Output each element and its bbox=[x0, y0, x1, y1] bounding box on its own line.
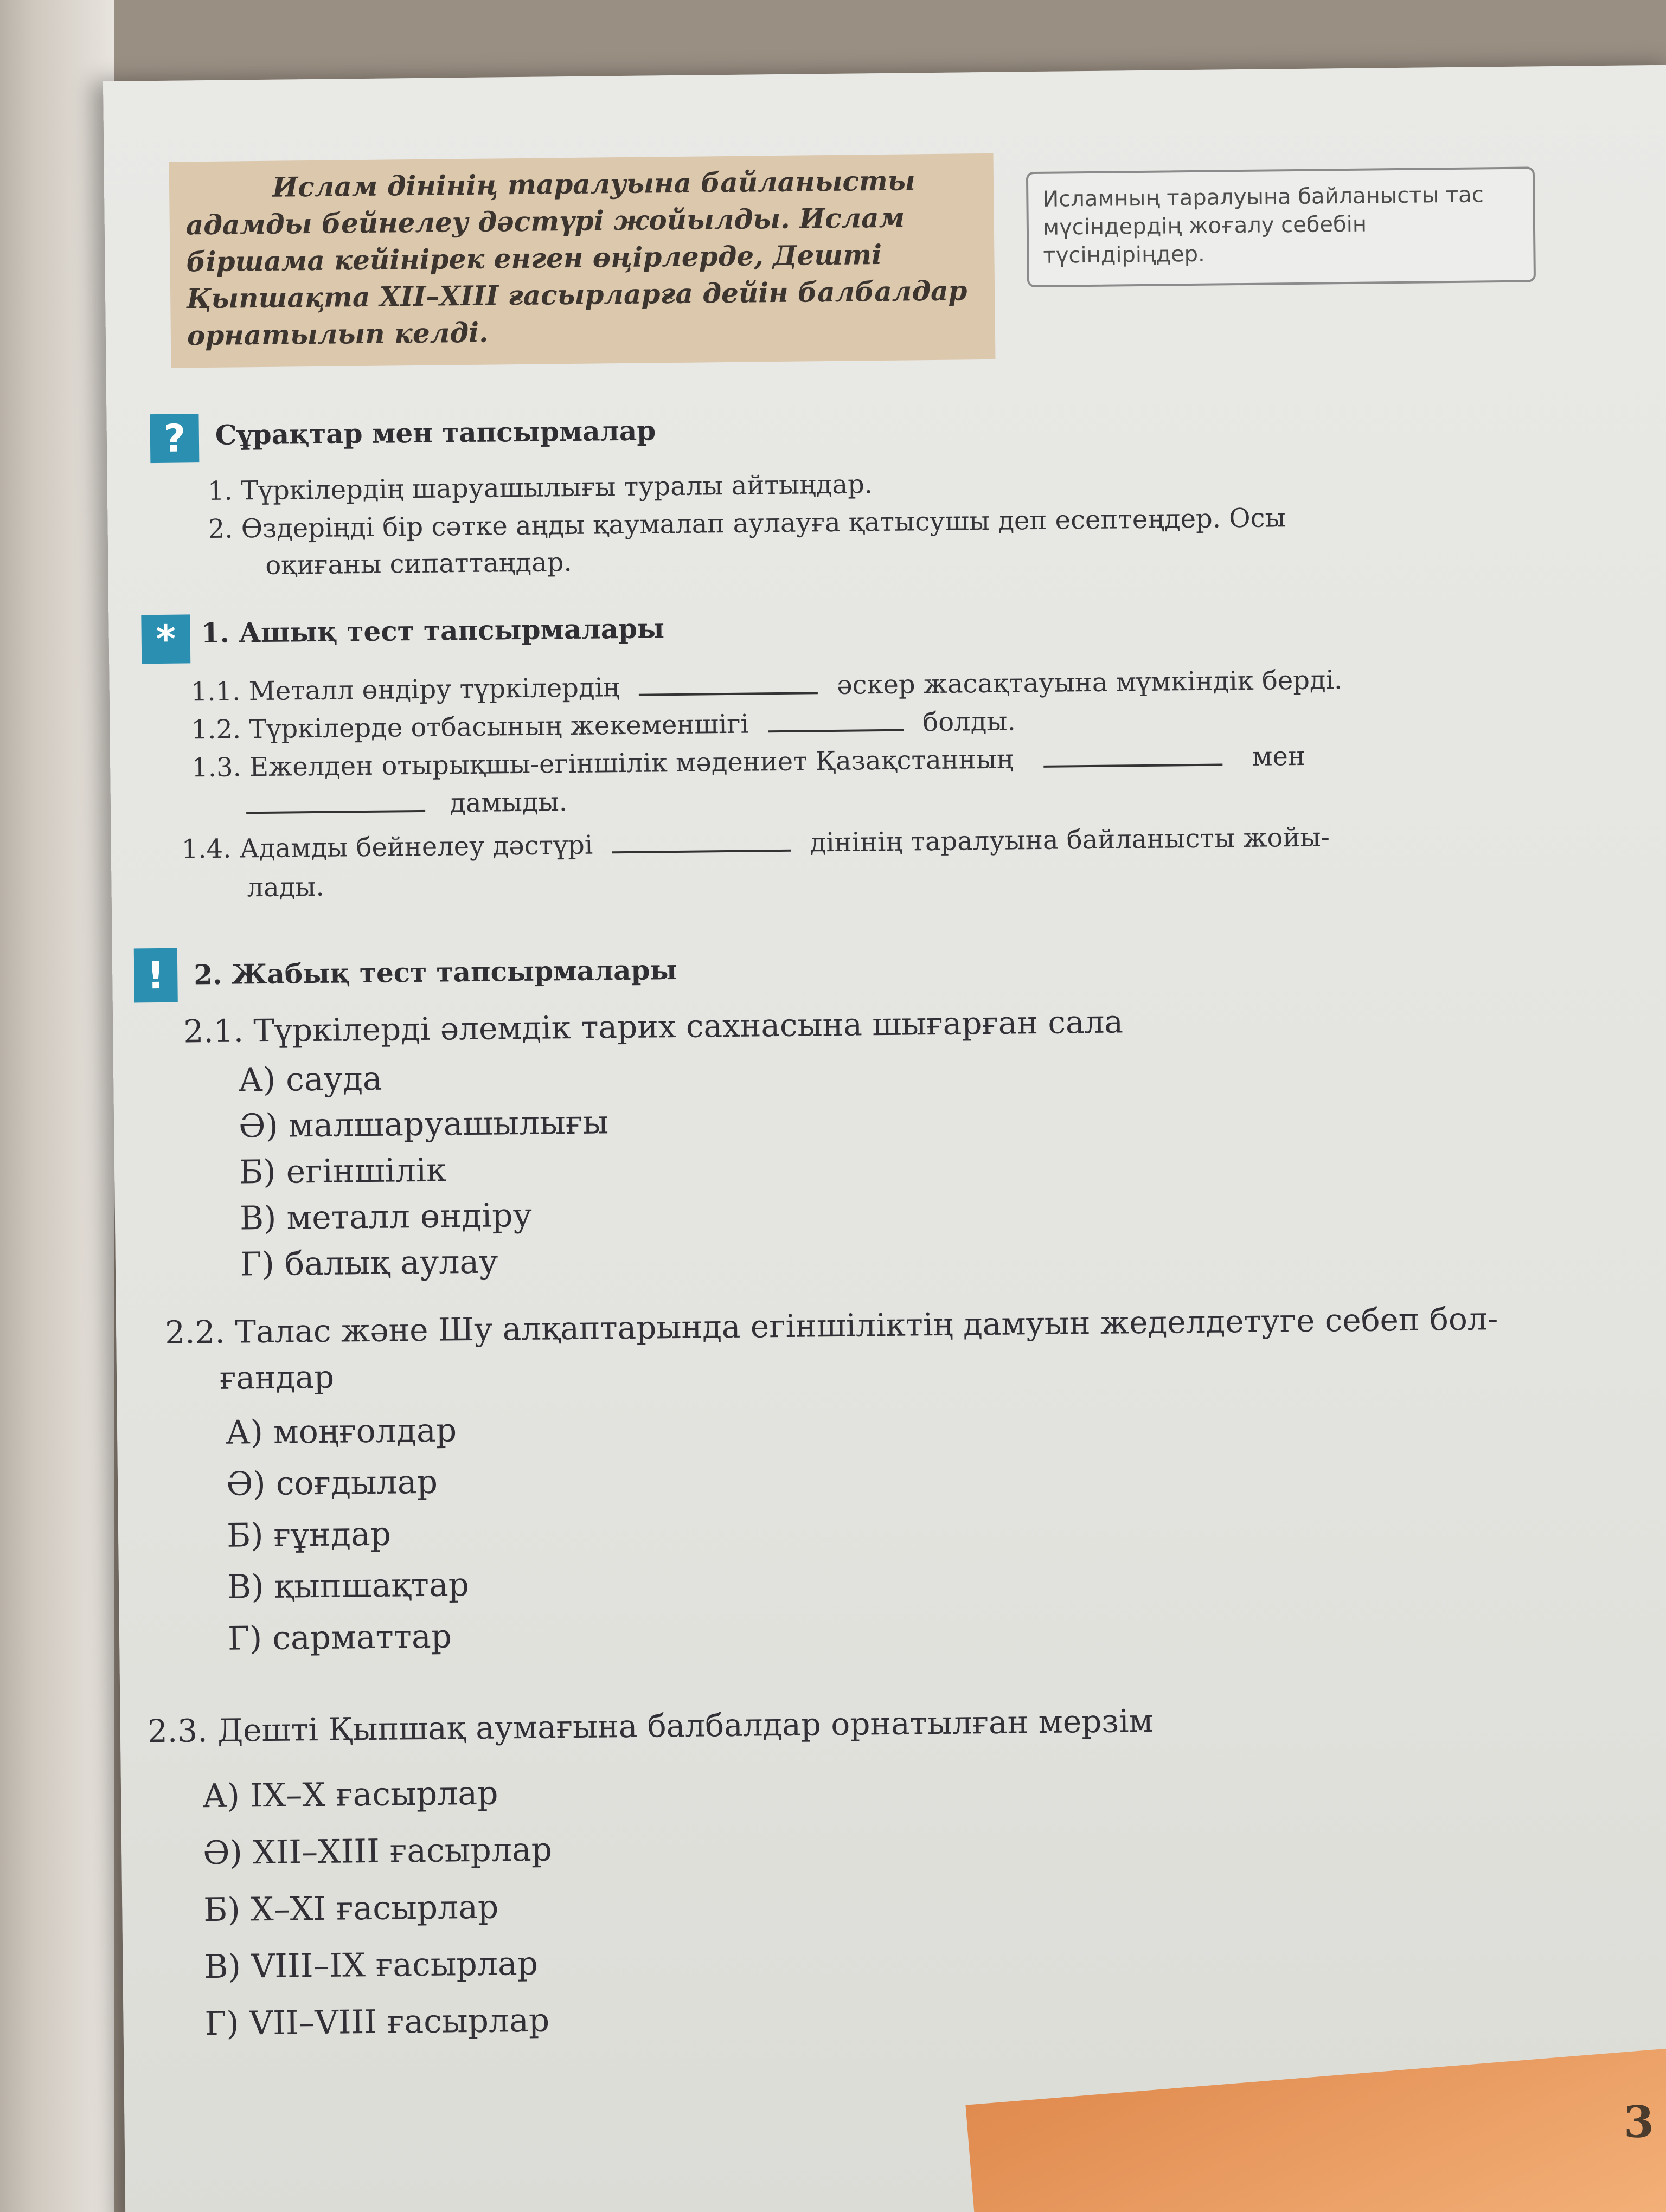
answer-blank-1-4[interactable] bbox=[612, 850, 791, 853]
answer-blank-1-3a[interactable] bbox=[1043, 763, 1222, 767]
open-test-1-4-start: 1.4. Адамды бейнелеу дәстүрі bbox=[181, 829, 593, 865]
open-test-1-3 bbox=[191, 741, 1305, 783]
option-2-1-a[interactable]: А) сауда bbox=[238, 1059, 382, 1099]
closed-question-2-2: 2.2. Талас және Шу алқаптарында егіншіліктің дамуын жеделдетуге себеп бол- bbox=[164, 1300, 1498, 1351]
questions-heading: Сұрақтар мен тапсырмалар bbox=[215, 414, 656, 451]
answer-blank-1-2[interactable] bbox=[768, 729, 904, 733]
exclamation-icon: ! bbox=[134, 948, 178, 1003]
asterisk-icon: * bbox=[141, 614, 190, 664]
open-test-1-2-start: 1.2. Түркілерде отбасының жекеменшігі bbox=[191, 709, 749, 745]
textbook-page bbox=[103, 65, 1666, 2212]
option-2-1-b[interactable]: Б) егіншілік bbox=[239, 1151, 447, 1192]
open-test-1-4-end: дінінің таралуына байланысты жойы- bbox=[810, 822, 1330, 858]
option-2-1-g[interactable]: Г) балық аулау bbox=[240, 1243, 498, 1284]
closed-question-2-2-cont: ғандар bbox=[219, 1358, 335, 1397]
option-2-3-v[interactable]: В) VIII–IX ғасырлар bbox=[204, 1944, 539, 1986]
page-number: 3 bbox=[1623, 2096, 1655, 2147]
open-test-1-3-start: 1.3. Ежелден отырықшы-егіншілік мәдениет Қазақстанның bbox=[191, 744, 1014, 783]
open-test-1-1 bbox=[191, 665, 1343, 707]
option-2-3-a[interactable]: А) IX–X ғасырлар bbox=[202, 1774, 498, 1816]
open-test-1-4-cont: лады. bbox=[247, 871, 324, 903]
left-page-edge bbox=[0, 0, 114, 2212]
option-2-3-g[interactable]: Г) VII–VIII ғасырлар bbox=[204, 2001, 550, 2043]
note-box-text: Исламның таралуына байланысты тас мүсіндердің жоғалу себебін түсіндіріңдер. bbox=[1042, 182, 1484, 268]
open-test-1-4 bbox=[182, 822, 1330, 864]
open-test-1-2-end: болды. bbox=[922, 706, 1016, 738]
open-test-1-1-start: 1.1. Металл өндіру түркілердің bbox=[190, 672, 620, 708]
page-corner-decoration bbox=[965, 2044, 1666, 2212]
option-2-2-a[interactable]: А) моңғолдар bbox=[225, 1411, 457, 1452]
question-item-2: 2. Өздеріңді бір сәтке аңды қаумалап аулауға қатысушы деп есептеңдер. Осы bbox=[208, 503, 1286, 545]
open-test-1-3-end: дамыды. bbox=[449, 787, 568, 819]
option-2-1-v[interactable]: В) металл өндіру bbox=[239, 1196, 533, 1238]
option-2-2-v[interactable]: В) қыпшақтар bbox=[227, 1566, 470, 1606]
closed-question-2-3: 2.3. Дешті Қыпшақ аумағына балбалдар орнатылған мерзім bbox=[147, 1702, 1154, 1750]
option-2-2-ae[interactable]: Ә) соғдылар bbox=[226, 1463, 438, 1503]
answer-blank-1-3b[interactable] bbox=[246, 810, 425, 814]
open-test-1-2 bbox=[191, 706, 1016, 745]
option-2-2-b[interactable]: Б) ғұндар bbox=[226, 1515, 392, 1555]
info-box-text: Ислам дінінің таралуына байланысты адамды бейнелеу дәстүрі жойылды. Ислам біршама кейінірек енген өңірлерде, Дешті Қыпшақта XII–XIII ғасырларға дейін балбалдар орнатылып келді. bbox=[185, 164, 967, 352]
open-tests-heading: 1. Ашық тест тапсырмалары bbox=[201, 612, 665, 650]
open-test-1-1-end: әскер жасақтауына мүмкіндік берді. bbox=[836, 665, 1343, 700]
closed-tests-heading: 2. Жабық тест тапсырмалары bbox=[193, 954, 677, 991]
question-item-2-cont: оқиғаны сипаттаңдар. bbox=[265, 546, 572, 581]
option-2-3-b[interactable]: Б) X–XI ғасырлар bbox=[203, 1888, 499, 1930]
answer-blank-1-1[interactable] bbox=[639, 692, 818, 696]
closed-question-2-1: 2.1. Түркілерді әлемдік тарих сахнасына шығарған сала bbox=[183, 1003, 1124, 1050]
question-icon: ? bbox=[150, 414, 199, 463]
open-test-1-3-mid: мен bbox=[1252, 741, 1306, 772]
option-2-2-g[interactable]: Г) сарматтар bbox=[227, 1617, 452, 1658]
question-item-1: 1. Түркілердің шаруашылығы туралы айтыңдар. bbox=[207, 469, 873, 507]
option-2-3-ae[interactable]: Ә) XII–XIII ғасырлар bbox=[202, 1830, 553, 1873]
option-2-1-ae[interactable]: Ә) малшаруашылығы bbox=[238, 1103, 609, 1146]
open-test-1-3-cont bbox=[246, 787, 568, 820]
